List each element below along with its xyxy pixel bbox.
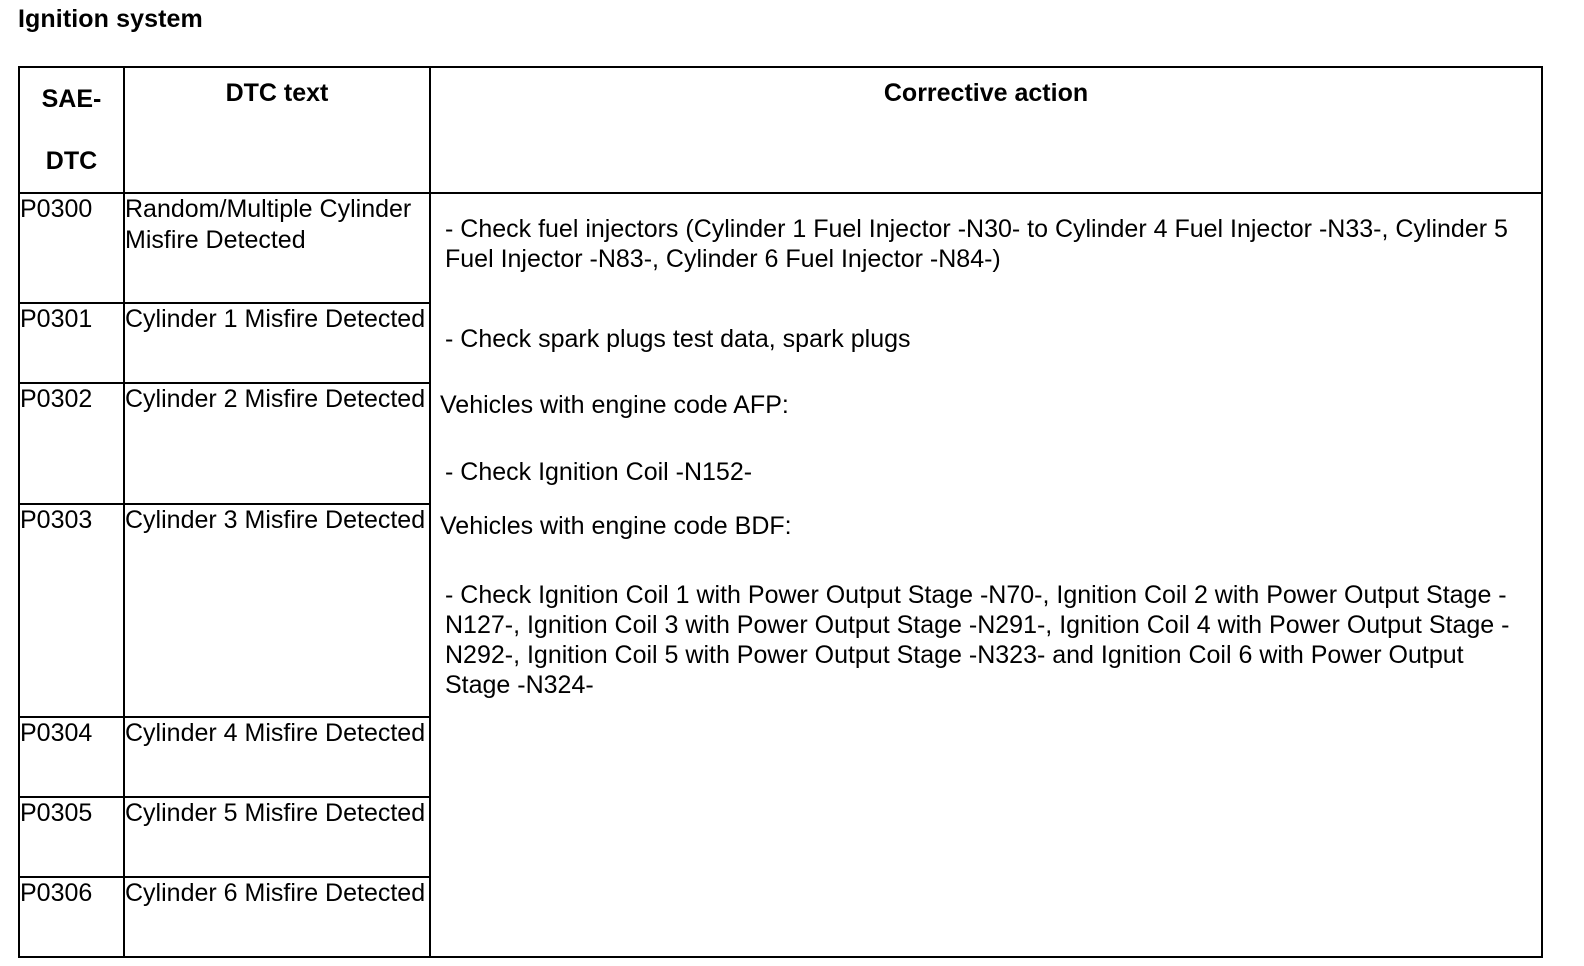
header-corrective-action: Corrective action [430, 67, 1542, 193]
dtc-text: Cylinder 5 Misfire Detected [124, 797, 430, 877]
action-check-ignition-coil-n152: - Check Ignition Coil -N152- [445, 458, 753, 486]
action-afp-heading: Vehicles with engine code AFP: [440, 391, 789, 419]
table-row [19, 193, 1542, 303]
dtc-text: Cylinder 2 Misfire Detected [124, 383, 430, 504]
dtc-code: P0304 [19, 717, 124, 797]
action-check-spark-plugs: - Check spark plugs test data, spark plugs [445, 325, 911, 353]
section-title: Ignition system [18, 5, 203, 33]
dtc-text: Cylinder 6 Misfire Detected [124, 877, 430, 957]
table-header-row [19, 67, 1542, 193]
header-sae-dtc-line1: SAE- [41, 85, 102, 113]
action-check-fuel-injectors: - Check fuel injectors (Cylinder 1 Fuel Injector -N30- to Cylinder 4 Fuel Injector -N33-, Cylinder 5 Fuel Injector -N83-, Cylinder 6 Fuel Injector -N84-) [445, 215, 1508, 273]
dtc-text: Cylinder 1 Misfire Detected [124, 303, 430, 383]
header-sae-dtc [19, 67, 124, 193]
dtc-text: Random/Multiple Cylinder Misfire Detected [124, 193, 430, 303]
corrective-action-cell [430, 193, 1542, 957]
dtc-code: P0302 [19, 383, 124, 504]
dtc-code: P0300 [19, 193, 124, 303]
dtc-code: P0301 [19, 303, 124, 383]
action-check-ignition-coils-bdf: - Check Ignition Coil 1 with Power Output Stage -N70-, Ignition Coil 2 with Power Output Stage -N127-, Ignition Coil 3 with Power Output Stage -N291-, Ignition Coil 4 with Power Output Stage -N292-, Ignition Coil 5 with Power Output Stage -N323- and Ignition Coil 6 with Power Output Stage -N324- [445, 581, 1510, 699]
dtc-text: Cylinder 4 Misfire Detected [124, 717, 430, 797]
header-sae-dtc-line2: DTC [45, 147, 98, 175]
dtc-code: P0305 [19, 797, 124, 877]
action-bdf-heading: Vehicles with engine code BDF: [440, 512, 792, 540]
dtc-table [18, 66, 1543, 958]
header-dtc-text: DTC text [124, 67, 430, 193]
dtc-code: P0303 [19, 504, 124, 717]
dtc-text: Cylinder 3 Misfire Detected [124, 504, 430, 717]
dtc-code: P0306 [19, 877, 124, 957]
